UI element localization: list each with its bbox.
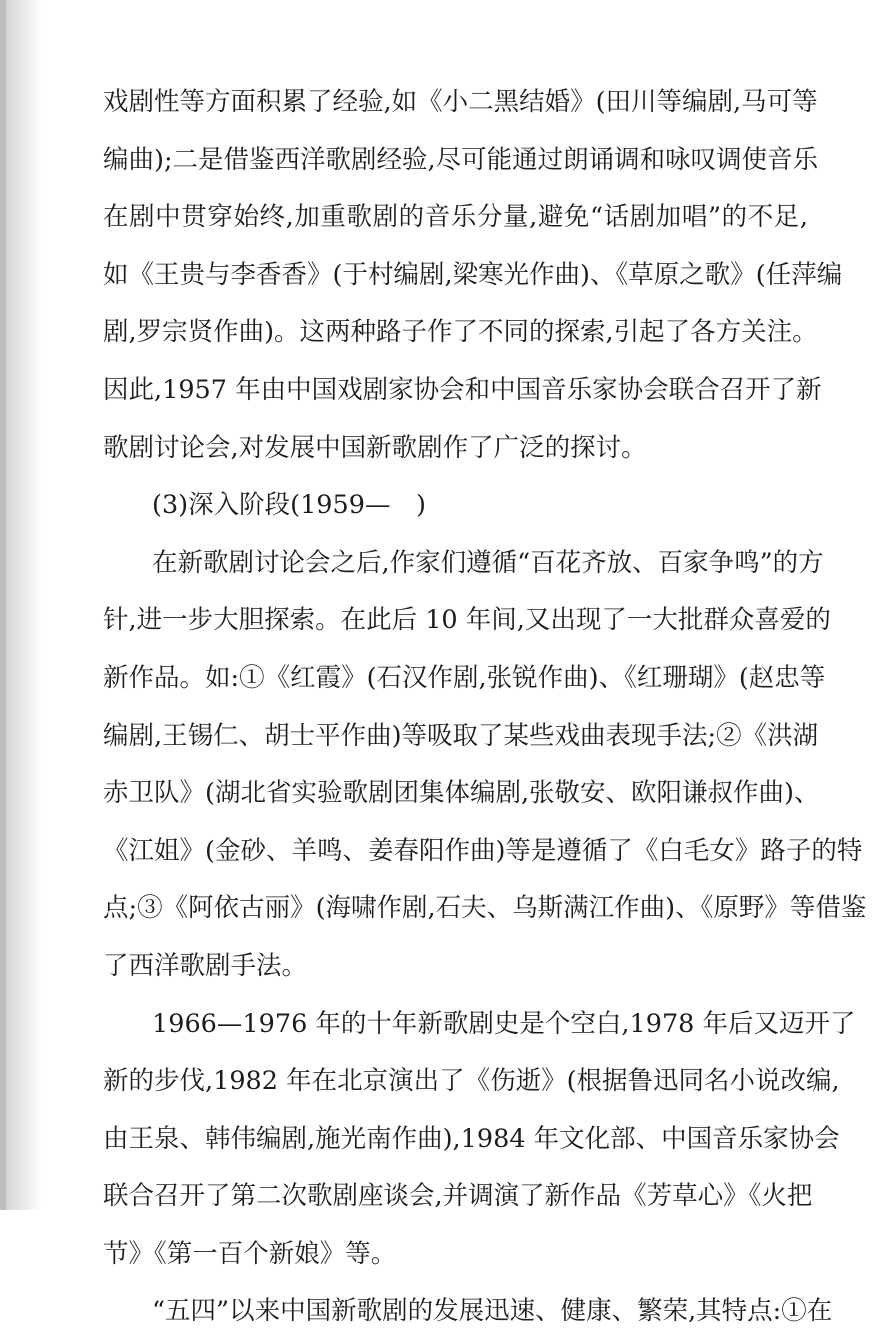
text-line: 了西洋歌剧手法。 <box>103 950 308 981</box>
text-line: 如《王贵与李香香》(于村编剧,梁寒光作曲)、《草原之歌》(任萍编 <box>103 259 843 290</box>
body-text <box>103 74 867 1341</box>
text-line: 《江姐》(金砂、羊鸣、姜春阳作曲)等是遵循了《白毛女》路子的特 <box>103 835 863 866</box>
text-line: 针,进一步大胆探索。在此后 10 年间,又出现了一大批群众喜爱的 <box>103 605 831 636</box>
text-line: 在剧中贯穿始终,加重歌剧的音乐分量,避免“话剧加唱”的不足, <box>103 202 808 233</box>
text-line: 由王泉、韩伟编剧,施光南作曲),1984 年文化部、中国音乐家协会 <box>103 1123 840 1154</box>
text-line: 点;③《阿依古丽》(海啸作剧,石夫、乌斯满江作曲)、《原野》等借鉴 <box>103 893 867 924</box>
text-line: 因此,1957 年由中国戏剧家协会和中国音乐家协会联合召开了新 <box>103 374 822 405</box>
text-line: 新作品。如:①《红霞》(石汉作剧,张锐作曲)、《红珊瑚》(赵忠等 <box>103 662 826 693</box>
text-line: 在新歌剧讨论会之后,作家们遵循“百花齐放、百家争鸣”的方 <box>152 547 824 578</box>
text-line: 赤卫队》(湖北省实验歌剧团集体编剧,张敬安、欧阳谦叔作曲)、 <box>103 778 820 809</box>
text-line: 歌剧讨论会,对发展中国新歌剧作了广泛的探讨。 <box>103 432 647 463</box>
section-heading: (3)深入阶段(1959— ) <box>152 490 426 521</box>
text-line: 剧,罗宗贤作曲)。这两种路子作了不同的探索,引起了各方关注。 <box>103 317 818 348</box>
text-line: 新的步伐,1982 年在北京演出了《伤逝》(根据鲁迅同名小说改编, <box>103 1066 840 1097</box>
text-line: 戏剧性等方面积累了经验,如《小二黑结婚》(田川等编剧,马可等 <box>103 87 818 117</box>
text-line: 1966—1976 年的十年新歌剧史是个空白,1978 年后又迈开了 <box>152 1008 856 1039</box>
text-line: 编剧,王锡仁、胡士平作曲)等吸取了某些戏曲表现手法;②《洪湖 <box>103 720 819 751</box>
text-line: 编曲);二是借鉴西洋歌剧经验,尽可能通过朗诵调和咏叹调使音乐 <box>103 144 819 175</box>
text-line: 节》《第一百个新娘》等。 <box>103 1238 397 1269</box>
page-edge <box>0 0 6 1210</box>
text-line: “五四”以来中国新歌剧的发展迅速、健康、繁荣,其特点:①在 <box>152 1296 833 1327</box>
page-binding-shadow <box>0 0 42 1210</box>
text-line: 联合召开了第二次歌剧座谈会,并调演了新作品《芳草心》《火把 <box>103 1181 813 1212</box>
